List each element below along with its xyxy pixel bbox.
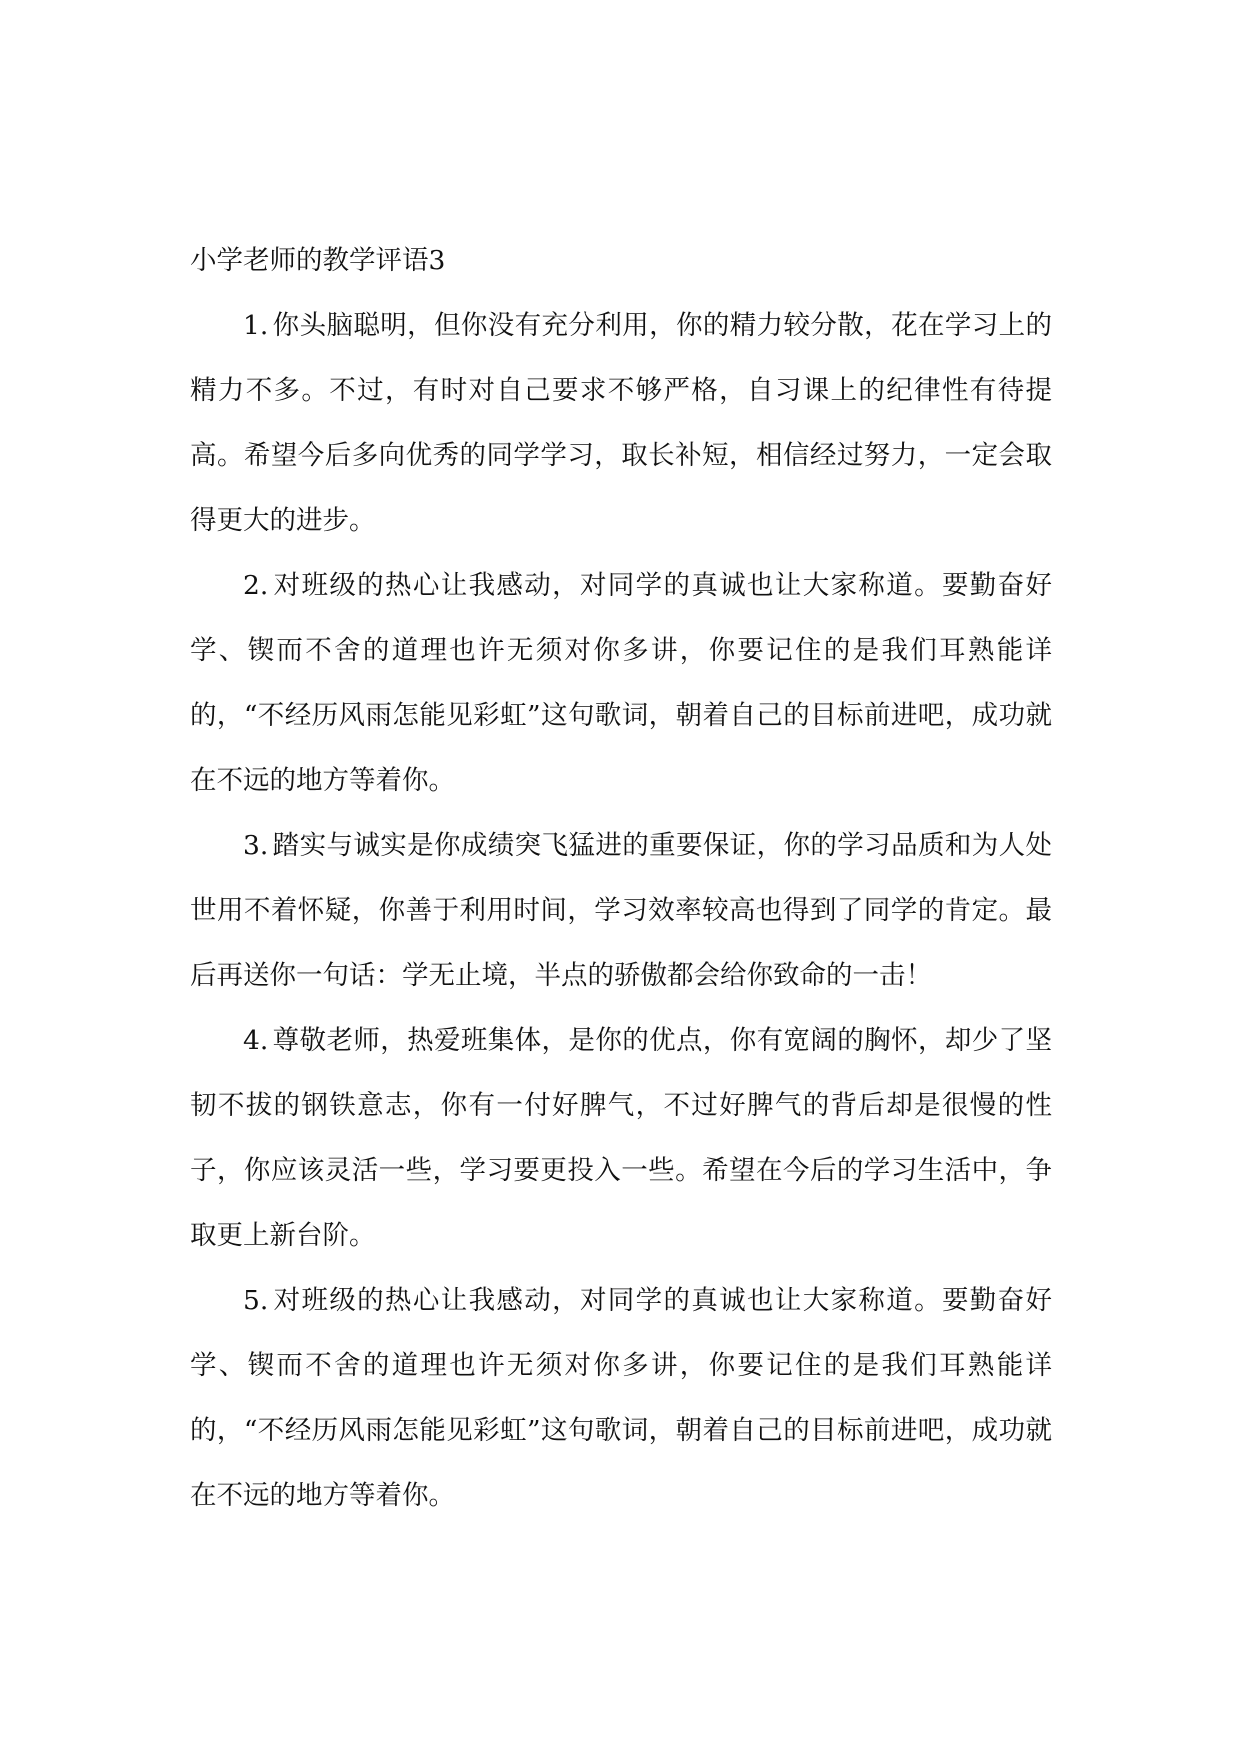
paragraph-number: 3.	[243, 830, 269, 861]
paragraph-number: 1.	[243, 310, 269, 341]
paragraph-text: 踏实与诚实是你成绩突飞猛进的重要保证，你的学习品质和为人处世用不着怀疑，你善于利用时间，学习效率较高也得到了同学的肯定。最后再送你一句话：学无止境，半点的骄傲都会给你致命的一击！	[190, 830, 1052, 991]
paragraph-number: 5.	[243, 1285, 269, 1316]
paragraph-text: 你头脑聪明，但你没有充分利用，你的精力较分散，花在学习上的精力不多。不过，有时对自己要求不够严格，自习课上的纪律性有待提高。希望今后多向优秀的同学学习，取长补短，相信经过努力，一定会取得更大的进步。	[190, 310, 1052, 536]
paragraph-text: 尊敬老师，热爱班集体，是你的优点，你有宽阔的胸怀，却少了坚韧不拔的钢铁意志，你有一付好脾气，不过好脾气的背后却是很慢的性子，你应该灵活一些，学习要更投入一些。希望在今后的学习生活中，争取更上新台阶。	[190, 1025, 1052, 1251]
document-page	[190, 228, 1052, 1528]
comment-paragraph-3	[190, 813, 1052, 1008]
paragraph-text: 对班级的热心让我感动，对同学的真诚也让大家称道。要勤奋好学、锲而不舍的道理也许无须对你多讲，你要记住的是我们耳熟能详的，“不经历风雨怎能见彩虹”这句歌词，朝着自己的目标前进吧，成功就在不远的地方等着你。	[190, 1285, 1052, 1511]
comment-paragraph-4	[190, 1008, 1052, 1268]
paragraph-number: 2.	[243, 570, 269, 601]
comment-paragraph-2	[190, 553, 1052, 813]
paragraph-text: 对班级的热心让我感动，对同学的真诚也让大家称道。要勤奋好学、锲而不舍的道理也许无须对你多讲，你要记住的是我们耳熟能详的，“不经历风雨怎能见彩虹”这句歌词，朝着自己的目标前进吧，成功就在不远的地方等着你。	[190, 570, 1052, 796]
document-title: 小学老师的教学评语3	[190, 245, 446, 276]
paragraph-number: 4.	[243, 1025, 269, 1056]
comment-paragraph-5	[190, 1268, 1052, 1528]
comment-paragraph-1	[190, 293, 1052, 553]
